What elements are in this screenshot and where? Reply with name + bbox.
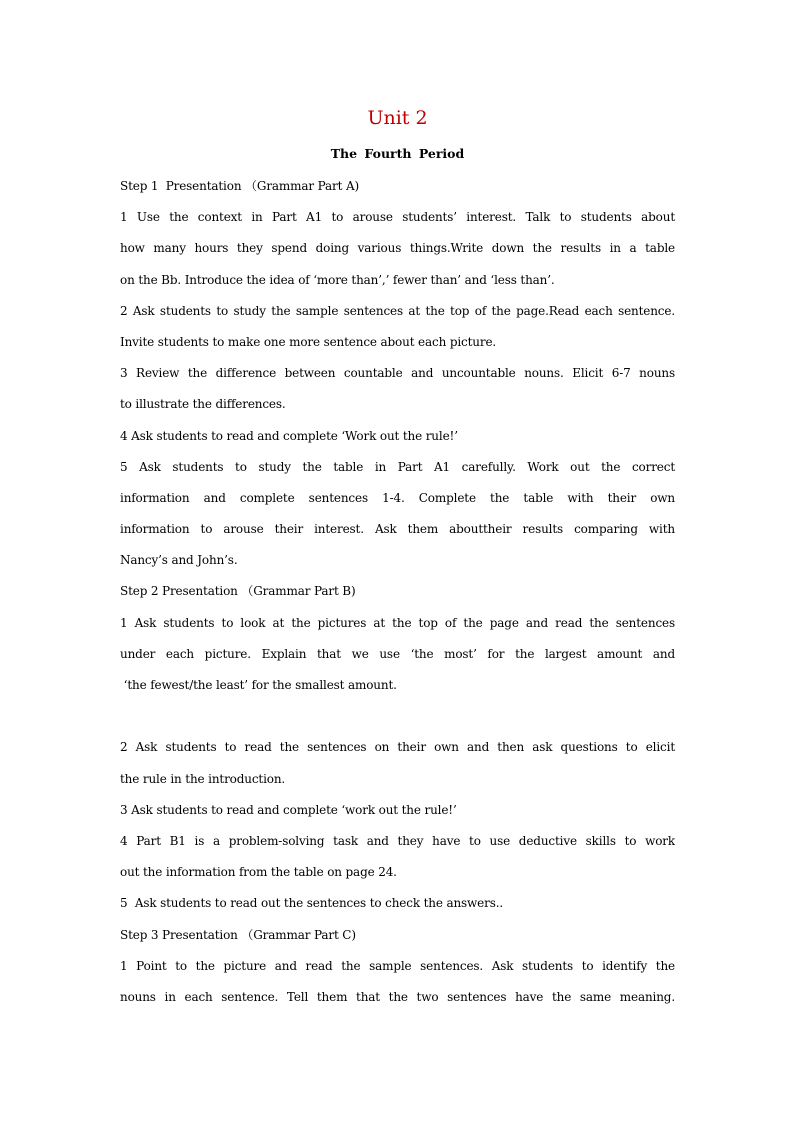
text-line: 2 Ask students to read the sentences on their own and then ask questions to elicit bbox=[120, 740, 675, 755]
text-line: how many hours they spend doing various things.Write down the results in a table bbox=[120, 241, 675, 256]
text-line: 1 Use the context in Part A1 to arouse students’ interest. Talk to students about bbox=[120, 210, 675, 225]
text-line: Invite students to make one more sentence about each picture. bbox=[120, 334, 497, 349]
text-line: the rule in the introduction. bbox=[120, 771, 286, 786]
text-line: information to arouse their interest. Ask them abouttheir results comparing with bbox=[120, 522, 675, 537]
text-line: to illustrate the differences. bbox=[120, 397, 286, 412]
text-line: 4 Ask students to read and complete ‘Work out the rule!’ bbox=[120, 428, 458, 443]
text-line: nouns in each sentence. Tell them that the two sentences have the same meaning. bbox=[120, 989, 675, 1004]
text-line: ‘the fewest/the least’ for the smallest amount. bbox=[120, 678, 397, 692]
text-line: 1 Point to the picture and read the sample sentences. Ask students to identify the bbox=[120, 958, 675, 973]
document-subtitle: The Fourth Period bbox=[330, 146, 465, 161]
text-line: 5 Ask students to read out the sentences to check the answers.. bbox=[120, 896, 504, 911]
text-line: on the Bb. Introduce the idea of ‘more than’,’ fewer than’ and ‘less than’. bbox=[120, 272, 555, 287]
text-line: Step 2 Presentation （Grammar Part B) bbox=[120, 584, 356, 599]
text-line: Step 3 Presentation （Grammar Part C) bbox=[120, 927, 356, 942]
blank-line bbox=[120, 701, 675, 732]
text-line: 4 Part B1 is a problem-solving task and they have to use deductive skills to work bbox=[120, 833, 675, 848]
text-line: 3 Review the difference between countable and uncountable nouns. Elicit 6-7 nouns bbox=[120, 366, 675, 381]
text-line: Nancy’s and John’s. bbox=[120, 553, 238, 568]
text-line: 1 Ask students to look at the pictures at the top of the page and read the sentences bbox=[120, 615, 675, 630]
text-line: out the information from the table on page 24. bbox=[120, 865, 397, 880]
document-title: Unit 2 bbox=[367, 107, 428, 129]
text-line: under each picture. Explain that we use ‘the most’ for the largest amount and bbox=[120, 646, 675, 661]
text-line: information and complete sentences 1-4. Complete the table with their own bbox=[120, 490, 675, 505]
text-line: 2 Ask students to study the sample sentences at the top of the page.Read each sentence. bbox=[120, 303, 675, 318]
document-page bbox=[120, 0, 675, 1123]
text-line: 5 Ask students to study the table in Part A1 carefully. Work out the correct bbox=[120, 459, 675, 474]
text-line: Step 1 Presentation （Grammar Part A) bbox=[120, 179, 360, 193]
text-line: 3 Ask students to read and complete ‘work out the rule!’ bbox=[120, 802, 457, 817]
document-body bbox=[120, 171, 675, 1013]
